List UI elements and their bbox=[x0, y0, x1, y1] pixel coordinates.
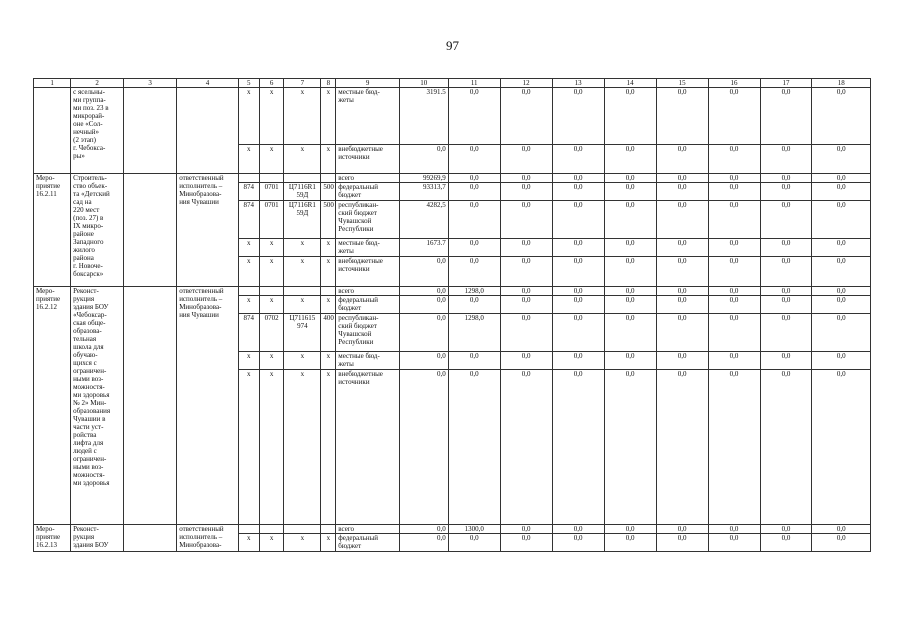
value-cell: 0,0 bbox=[708, 201, 760, 239]
value-cell: 0,0 bbox=[604, 314, 656, 352]
expense-type: x bbox=[321, 239, 336, 257]
value-cell: 0,0 bbox=[552, 287, 604, 296]
target-article: x bbox=[284, 88, 321, 145]
col-header: 15 bbox=[656, 79, 708, 88]
value-cell: 0,0 bbox=[656, 257, 708, 287]
value-cell: 0,0 bbox=[604, 352, 656, 370]
funding-source: федеральный бюджет bbox=[336, 534, 400, 552]
value-cell: 0,0 bbox=[448, 201, 500, 239]
value-cell: 0,0 bbox=[552, 257, 604, 287]
value-cell: 99269,9 bbox=[399, 174, 448, 183]
target-article: x bbox=[284, 145, 321, 174]
target-article: x bbox=[284, 370, 321, 525]
target-article: Ц7116R1 59Д bbox=[284, 201, 321, 239]
value-cell: 0,0 bbox=[812, 239, 871, 257]
value-cell: 1298,0 bbox=[448, 314, 500, 352]
grbs-code: x bbox=[238, 296, 259, 314]
value-cell: 0,0 bbox=[448, 352, 500, 370]
value-cell: 0,0 bbox=[500, 352, 552, 370]
col-header: 17 bbox=[760, 79, 812, 88]
grbs-code: x bbox=[238, 370, 259, 525]
value-cell: 0,0 bbox=[552, 314, 604, 352]
value-cell: 0,0 bbox=[399, 287, 448, 296]
target-article: x bbox=[284, 352, 321, 370]
value-cell: 0,0 bbox=[708, 145, 760, 174]
expense-type bbox=[321, 525, 336, 534]
col-header: 9 bbox=[336, 79, 400, 88]
value-cell: 0,0 bbox=[604, 239, 656, 257]
value-cell: 0,0 bbox=[399, 534, 448, 552]
value-cell: 0,0 bbox=[604, 174, 656, 183]
value-cell: 0,0 bbox=[500, 174, 552, 183]
value-cell: 0,0 bbox=[500, 296, 552, 314]
table-row bbox=[34, 88, 871, 145]
value-cell: 0,0 bbox=[552, 183, 604, 201]
value-cell: 0,0 bbox=[604, 287, 656, 296]
value-cell: 0,0 bbox=[812, 534, 871, 552]
target-article: Ц7116R1 59Д bbox=[284, 183, 321, 201]
funding-source: всего bbox=[336, 174, 400, 183]
expense-type bbox=[321, 287, 336, 296]
funding-source: местные бюд- жеты bbox=[336, 239, 400, 257]
grbs-code: x bbox=[238, 239, 259, 257]
value-cell: 0,0 bbox=[656, 183, 708, 201]
table-row bbox=[34, 287, 871, 296]
col3-cell bbox=[124, 287, 177, 525]
value-cell: 0,0 bbox=[604, 201, 656, 239]
expense-type: 500 bbox=[321, 183, 336, 201]
value-cell: 0,0 bbox=[812, 352, 871, 370]
grbs-code: x bbox=[238, 352, 259, 370]
value-cell: 0,0 bbox=[708, 239, 760, 257]
value-cell: 0,0 bbox=[760, 201, 812, 239]
value-cell: 0,0 bbox=[604, 370, 656, 525]
value-cell: 0,0 bbox=[399, 370, 448, 525]
value-cell: 0,0 bbox=[500, 183, 552, 201]
value-cell: 0,0 bbox=[760, 88, 812, 145]
value-cell: 0,0 bbox=[448, 534, 500, 552]
value-cell: 0,0 bbox=[552, 88, 604, 145]
value-cell: 0,0 bbox=[500, 287, 552, 296]
grbs-code: 874 bbox=[238, 201, 259, 239]
value-cell: 0,0 bbox=[448, 239, 500, 257]
col-header: 4 bbox=[177, 79, 239, 88]
value-cell: 0,0 bbox=[760, 314, 812, 352]
value-cell: 0,0 bbox=[812, 174, 871, 183]
value-cell: 0,0 bbox=[500, 525, 552, 534]
value-cell: 1298,0 bbox=[448, 287, 500, 296]
value-cell: 0,0 bbox=[656, 314, 708, 352]
col-header: 18 bbox=[812, 79, 871, 88]
col-header: 8 bbox=[321, 79, 336, 88]
col-header: 13 bbox=[552, 79, 604, 88]
value-cell: 0,0 bbox=[500, 534, 552, 552]
value-cell: 0,0 bbox=[500, 257, 552, 287]
value-cell: 0,0 bbox=[500, 145, 552, 174]
value-cell: 0,0 bbox=[812, 183, 871, 201]
value-cell: 0,0 bbox=[399, 145, 448, 174]
value-cell: 0,0 bbox=[448, 183, 500, 201]
value-cell: 0,0 bbox=[604, 257, 656, 287]
col-header: 11 bbox=[448, 79, 500, 88]
target-article bbox=[284, 287, 321, 296]
value-cell: 0,0 bbox=[399, 296, 448, 314]
value-cell: 0,0 bbox=[604, 145, 656, 174]
value-cell: 0,0 bbox=[656, 287, 708, 296]
value-cell: 0,0 bbox=[448, 88, 500, 145]
value-cell: 0,0 bbox=[708, 352, 760, 370]
expense-type: x bbox=[321, 296, 336, 314]
grbs-code: 874 bbox=[238, 183, 259, 201]
expense-type bbox=[321, 174, 336, 183]
value-cell: 3191.5 bbox=[399, 88, 448, 145]
value-cell: 0,0 bbox=[500, 201, 552, 239]
col-header: 2 bbox=[71, 79, 124, 88]
value-cell: 0,0 bbox=[760, 145, 812, 174]
value-cell: 0,0 bbox=[604, 88, 656, 145]
funding-source: федеральный бюджет bbox=[336, 296, 400, 314]
measure-label: Меро- приятие 16.2.12 bbox=[34, 287, 71, 525]
value-cell: 0,0 bbox=[552, 296, 604, 314]
value-cell: 0,0 bbox=[708, 370, 760, 525]
section-code: x bbox=[259, 88, 283, 145]
section-code bbox=[259, 525, 283, 534]
target-article: x bbox=[284, 534, 321, 552]
value-cell: 0,0 bbox=[656, 88, 708, 145]
expense-type: x bbox=[321, 145, 336, 174]
section-code: x bbox=[259, 296, 283, 314]
col-header: 16 bbox=[708, 79, 760, 88]
measure-name: с ясельны- ми группа- ми поз. 23 в микрорай- оне «Сол- нечный» (2 этап) г. Чебокса- ры» bbox=[71, 88, 124, 174]
value-cell: 1300,0 bbox=[448, 525, 500, 534]
value-cell: 0,0 bbox=[552, 525, 604, 534]
value-cell: 0,0 bbox=[812, 370, 871, 525]
value-cell: 0,0 bbox=[760, 370, 812, 525]
value-cell: 0,0 bbox=[552, 174, 604, 183]
header-row bbox=[34, 79, 871, 88]
table-row bbox=[34, 174, 871, 183]
expense-type: 400 bbox=[321, 314, 336, 352]
grbs-code bbox=[238, 525, 259, 534]
section-code: 0701 bbox=[259, 201, 283, 239]
value-cell: 0,0 bbox=[500, 314, 552, 352]
value-cell: 0,0 bbox=[760, 525, 812, 534]
section-code bbox=[259, 287, 283, 296]
value-cell: 0,0 bbox=[708, 534, 760, 552]
value-cell: 0,0 bbox=[448, 296, 500, 314]
target-article: x bbox=[284, 239, 321, 257]
measure-label: Меро- приятие 16.2.13 bbox=[34, 525, 71, 552]
value-cell: 0,0 bbox=[708, 296, 760, 314]
value-cell: 0,0 bbox=[656, 352, 708, 370]
value-cell: 0,0 bbox=[604, 534, 656, 552]
value-cell: 0,0 bbox=[812, 88, 871, 145]
value-cell: 0,0 bbox=[448, 370, 500, 525]
col-header: 7 bbox=[284, 79, 321, 88]
col-header: 12 bbox=[500, 79, 552, 88]
col-header: 5 bbox=[238, 79, 259, 88]
value-cell: 0,0 bbox=[656, 370, 708, 525]
value-cell: 0,0 bbox=[812, 525, 871, 534]
value-cell: 0,0 bbox=[812, 145, 871, 174]
value-cell: 93313,7 bbox=[399, 183, 448, 201]
target-article: Ц711615 974 bbox=[284, 314, 321, 352]
value-cell: 0,0 bbox=[760, 534, 812, 552]
value-cell: 0,0 bbox=[552, 534, 604, 552]
value-cell: 0,0 bbox=[552, 201, 604, 239]
expense-type: x bbox=[321, 257, 336, 287]
grbs-code: x bbox=[238, 145, 259, 174]
value-cell: 0,0 bbox=[760, 287, 812, 296]
grbs-code: x bbox=[238, 257, 259, 287]
value-cell: 0,0 bbox=[812, 287, 871, 296]
target-article: x bbox=[284, 296, 321, 314]
grbs-code bbox=[238, 174, 259, 183]
value-cell: 0,0 bbox=[760, 352, 812, 370]
value-cell: 0,0 bbox=[604, 525, 656, 534]
value-cell: 0,0 bbox=[708, 183, 760, 201]
value-cell: 0,0 bbox=[760, 257, 812, 287]
value-cell: 0,0 bbox=[708, 525, 760, 534]
value-cell: 0,0 bbox=[708, 287, 760, 296]
value-cell: 0,0 bbox=[656, 525, 708, 534]
funding-source: местные бюд- жеты bbox=[336, 88, 400, 145]
value-cell: 0,0 bbox=[656, 174, 708, 183]
value-cell: 4282,5 bbox=[399, 201, 448, 239]
section-code: x bbox=[259, 145, 283, 174]
value-cell: 0,0 bbox=[500, 239, 552, 257]
measure-name: Строитель- ство объек- та «Детский сад на 220 мест (поз. 27) в IX микро- районе Западного жилого района г. Новоче- боксарск» bbox=[71, 174, 124, 287]
col-header: 3 bbox=[124, 79, 177, 88]
value-cell: 0,0 bbox=[500, 370, 552, 525]
value-cell: 0,0 bbox=[399, 352, 448, 370]
executor: ответственный исполнитель – Минобразова- ния Чувашии bbox=[177, 174, 239, 287]
funding-source: внебюджетные источники bbox=[336, 145, 400, 174]
executor: ответственный исполнитель – Минобразова- ния Чувашии bbox=[177, 287, 239, 525]
value-cell: 0,0 bbox=[399, 314, 448, 352]
page-number: 97 bbox=[446, 38, 459, 53]
value-cell: 0,0 bbox=[656, 239, 708, 257]
col-header: 10 bbox=[399, 79, 448, 88]
executor bbox=[177, 88, 239, 174]
target-article bbox=[284, 174, 321, 183]
col3-cell bbox=[124, 525, 177, 552]
value-cell: 0,0 bbox=[812, 201, 871, 239]
funding-source: внебюджетные источники bbox=[336, 370, 400, 525]
value-cell: 0,0 bbox=[399, 525, 448, 534]
expense-type: x bbox=[321, 88, 336, 145]
value-cell: 0,0 bbox=[656, 296, 708, 314]
value-cell: 0,0 bbox=[760, 296, 812, 314]
funding-source: местные бюд- жеты bbox=[336, 352, 400, 370]
measure-name: Реконст- рукция здания БОУ «Чебоксар- ская обще- образова- тельная школа для обучаю- щихся с ограничен- ными воз- можностя- ми здоровья № 2» Мин- образования Чувашии в части уст- ройства лифта для людей с ограничен- ными воз- можностя- ми здоровья bbox=[71, 287, 124, 525]
target-article bbox=[284, 525, 321, 534]
grbs-code bbox=[238, 287, 259, 296]
grbs-code: x bbox=[238, 88, 259, 145]
funding-source: внебюджетные источники bbox=[336, 257, 400, 287]
measure-label bbox=[34, 88, 71, 174]
funding-source: республикан- ский бюджет Чувашской Республики bbox=[336, 201, 400, 239]
value-cell: 0,0 bbox=[760, 239, 812, 257]
col-header: 6 bbox=[259, 79, 283, 88]
budget-table bbox=[33, 78, 871, 552]
executor: ответственный исполнитель – Минобразова- bbox=[177, 525, 239, 552]
value-cell: 0,0 bbox=[448, 257, 500, 287]
value-cell: 0,0 bbox=[552, 239, 604, 257]
section-code: 0701 bbox=[259, 183, 283, 201]
expense-type: x bbox=[321, 370, 336, 525]
target-article: x bbox=[284, 257, 321, 287]
value-cell: 0,0 bbox=[604, 183, 656, 201]
section-code: x bbox=[259, 352, 283, 370]
value-cell: 0,0 bbox=[760, 183, 812, 201]
section-code: x bbox=[259, 239, 283, 257]
value-cell: 0,0 bbox=[812, 257, 871, 287]
expense-type: x bbox=[321, 352, 336, 370]
col-header: 14 bbox=[604, 79, 656, 88]
section-code: x bbox=[259, 257, 283, 287]
value-cell: 0,0 bbox=[604, 296, 656, 314]
col3-cell bbox=[124, 174, 177, 287]
col-header: 1 bbox=[34, 79, 71, 88]
table-row bbox=[34, 525, 871, 534]
value-cell: 0,0 bbox=[656, 534, 708, 552]
value-cell: 0,0 bbox=[760, 174, 812, 183]
funding-source: республикан- ский бюджет Чувашской Республики bbox=[336, 314, 400, 352]
value-cell: 0,0 bbox=[812, 314, 871, 352]
value-cell: 0,0 bbox=[656, 145, 708, 174]
expense-type: x bbox=[321, 534, 336, 552]
funding-source: всего bbox=[336, 525, 400, 534]
grbs-code: 874 bbox=[238, 314, 259, 352]
funding-source: федеральный бюджет bbox=[336, 183, 400, 201]
section-code: x bbox=[259, 370, 283, 525]
value-cell: 0,0 bbox=[552, 145, 604, 174]
value-cell: 0,0 bbox=[448, 145, 500, 174]
measure-label: Меро- приятие 16.2.11 bbox=[34, 174, 71, 287]
value-cell: 0,0 bbox=[708, 314, 760, 352]
value-cell: 0,0 bbox=[552, 352, 604, 370]
value-cell: 0,0 bbox=[399, 257, 448, 287]
value-cell: 0,0 bbox=[656, 201, 708, 239]
grbs-code: x bbox=[238, 534, 259, 552]
section-code: x bbox=[259, 534, 283, 552]
value-cell: 0,0 bbox=[552, 370, 604, 525]
section-code: 0702 bbox=[259, 314, 283, 352]
value-cell: 1673.7 bbox=[399, 239, 448, 257]
value-cell: 0,0 bbox=[448, 174, 500, 183]
value-cell: 0,0 bbox=[708, 257, 760, 287]
value-cell: 0,0 bbox=[708, 174, 760, 183]
col3-cell bbox=[124, 88, 177, 174]
section-code bbox=[259, 174, 283, 183]
measure-name: Реконст- рукция здания БОУ bbox=[71, 525, 124, 552]
funding-source: всего bbox=[336, 287, 400, 296]
value-cell: 0,0 bbox=[500, 88, 552, 145]
value-cell: 0,0 bbox=[708, 88, 760, 145]
expense-type: 500 bbox=[321, 201, 336, 239]
value-cell: 0,0 bbox=[812, 296, 871, 314]
